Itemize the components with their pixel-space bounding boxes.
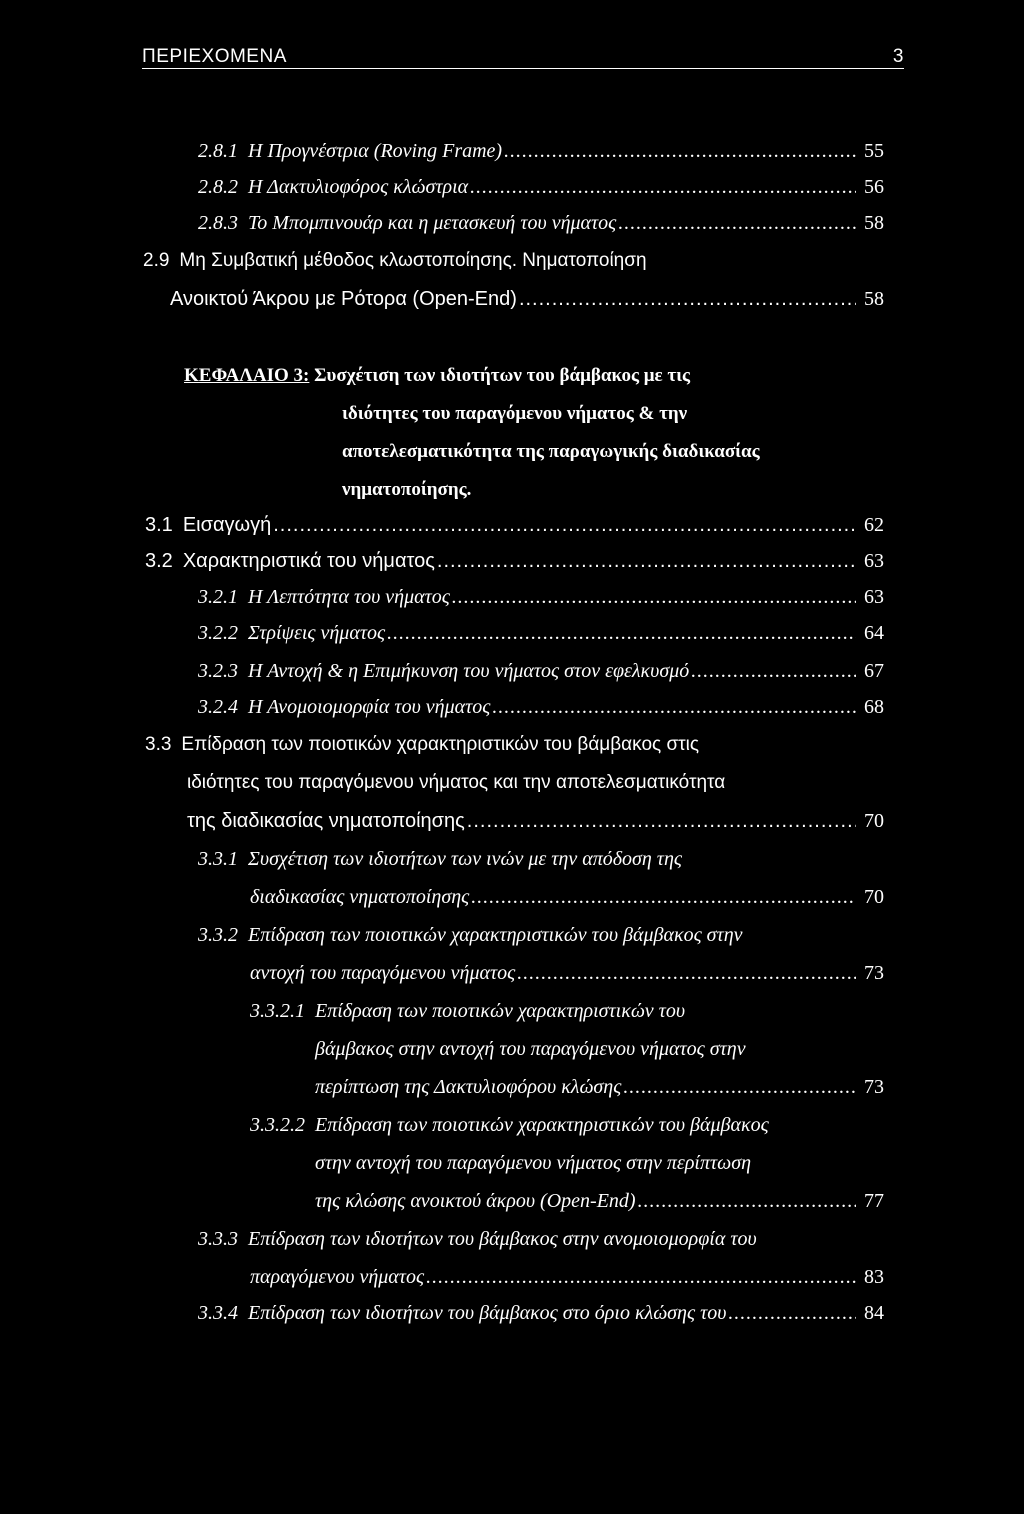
toc-entry-2-8-1[interactable] [198,136,884,166]
entry-page: 64 [864,622,884,644]
entry-page: 63 [864,586,884,608]
entry-title-line1: Μη Συμβατική μέθοδος κλωστοποίησης. Νηματοποίηση [179,250,647,271]
entry-title: Η Ανομοιομορφία του νήματος [248,696,491,718]
dot-leader [618,208,856,238]
entry-title: Η Προγνέστρια (Roving Frame) [248,140,503,162]
header-title: ΠΕΡΙΕΧΟΜΕΝΑ [142,46,287,67]
entry-number: 3.3.2 [198,924,238,946]
entry-title-line3: περίπτωση της Δακτυλιοφόρου κλώσης [315,1076,622,1098]
entry-page: 84 [864,1302,884,1324]
page-header [142,44,904,69]
entry-title: Χαρακτηριστικά του νήματος [182,550,435,572]
entry-page: 77 [864,1190,884,1212]
entry-page: 55 [864,140,884,162]
dot-leader [519,284,856,314]
dot-leader [517,958,856,988]
toc-entry-3-2-4[interactable] [198,692,884,722]
entry-page: 58 [864,212,884,234]
toc-entry-3-3-line3[interactable] [187,806,884,836]
entry-title-line1: Επίδραση των ποιοτικών χαρακτηριστικών του [315,1000,686,1022]
toc-entry-3-3-3-line1[interactable] [198,1224,757,1254]
entry-number: 3.3 [145,734,172,755]
entry-title: Εισαγωγή [182,514,272,536]
entry-page: 67 [864,660,884,682]
entry-page: 58 [864,288,884,310]
entry-title: Η Λεπτότητα του νήματος [248,586,450,608]
toc-entry-3-2-1[interactable] [198,582,884,612]
dot-leader [471,882,856,912]
entry-title-line2: διαδικασίας νηματοποίησης [250,886,470,908]
toc-entry-3-3-2-2-line2: στην αντοχή του παραγόμενου νήματος στην περίπτωση [315,1152,752,1174]
entry-page: 63 [864,550,884,572]
entry-title-line1: Επίδραση των ποιοτικών χαρακτηριστικών του βάμβακος [315,1114,769,1136]
toc-entry-3-3-line2: ιδιότητες του παραγόμενου νήματος και την αποτελεσματικότητα [187,772,726,793]
entry-title: Η Δακτυλιοφόρος κλώστρια [248,176,469,198]
entry-number: 3.3.2.2 [250,1114,305,1136]
dot-leader [273,510,856,540]
toc-entry-2-9-line2[interactable] [170,284,884,314]
toc-entry-3-2-2[interactable] [198,618,884,648]
entry-number: 2.8.1 [198,140,238,162]
toc-entry-2-8-2[interactable] [198,172,884,202]
entry-title: Το Μπομπινουάρ και η μετασκευή του νήματος [248,212,617,234]
dot-leader [728,1298,856,1328]
dot-leader [470,172,856,202]
entry-title-line3: της διαδικασίας νηματοποίησης [187,810,465,832]
chapter-label: ΚΕΦΑΛΑΙΟ 3: [184,365,310,386]
toc-entry-3-3-2-line1[interactable] [198,920,743,950]
entry-number: 2.8.2 [198,176,238,198]
chapter-3-heading [184,361,690,391]
entry-number: 3.2.3 [198,660,238,682]
toc-entry-3-3-2-2-line1[interactable] [250,1110,769,1140]
entry-number: 3.2.2 [198,622,238,644]
toc-entry-3-2[interactable] [145,546,884,576]
chapter-title-line1: Συσχέτιση των ιδιοτήτων του βάμβακος με τις [314,365,691,386]
dot-leader [504,136,856,166]
entry-title-line1: Επίδραση των ποιοτικών χαρακτηριστικών του βάμβακος στην [248,924,743,946]
toc-entry-3-3-2-1-line3[interactable] [315,1072,884,1102]
dot-leader [638,1186,856,1216]
toc-entry-3-3-4[interactable] [198,1298,884,1328]
entry-number: 3.2 [145,550,173,572]
entry-title-line1: Συσχέτιση των ιδιοτήτων των ινών με την απόδοση της [248,848,683,870]
entry-title: Η Αντοχή & η Επιμήκυνση του νήματος στον εφελκυσμό [248,660,690,682]
entry-title-line3: της κλώσης ανοικτού άκρου (Open-End) [315,1190,636,1212]
toc-entry-3-2-3[interactable] [198,656,884,686]
entry-page: 70 [864,886,884,908]
entry-title: Επίδραση των ιδιοτήτων του βάμβακος στο όριο κλώσης του [248,1302,727,1324]
entry-title: Στρίψεις νήματος [248,622,386,644]
entry-number: 3.1 [145,514,173,536]
dot-leader [492,692,856,722]
toc-entry-2-8-3[interactable] [198,208,884,238]
entry-page: 73 [864,962,884,984]
entry-title-line1: Επίδραση των ποιοτικών χαρακτηριστικών του βάμβακος στις [181,734,700,755]
entry-title-line2: παραγόμενου νήματος [250,1266,425,1288]
dot-leader [467,806,856,836]
entry-number: 3.3.2.1 [250,1000,305,1022]
entry-number: 3.2.4 [198,696,238,718]
entry-number: 3.3.1 [198,848,238,870]
entry-page: 70 [864,810,884,832]
chapter-title-line3: αποτελεσματικότητα της παραγωγικής διαδικασίας [342,441,760,462]
chapter-title-line4: νηματοποίησης. [342,479,472,500]
entry-page: 56 [864,176,884,198]
entry-number: 3.2.1 [198,586,238,608]
entry-page: 73 [864,1076,884,1098]
toc-entry-3-3-2-1-line1[interactable] [250,996,685,1026]
dot-leader [623,1072,856,1102]
dot-leader [387,618,856,648]
toc-entry-3-3-2-2-line3[interactable] [315,1186,884,1216]
entry-number: 2.9 [143,250,170,271]
toc-entry-3-3-3-line2[interactable] [250,1262,884,1292]
toc-entry-3-1[interactable] [145,510,884,540]
dot-leader [437,546,856,576]
toc-entry-3-3-2-1-line2: βάμβακος στην αντοχή του παραγόμενου νήματος στην [315,1038,746,1060]
toc-entry-3-3-1-line1[interactable] [198,844,682,874]
toc-entry-3-3-line1[interactable] [145,730,699,760]
toc-entry-3-3-1-line2[interactable] [250,882,884,912]
entry-number: 3.3.4 [198,1302,238,1324]
entry-title-line1: Επίδραση των ιδιοτήτων του βάμβακος στην ανομοιομορφία του [248,1228,757,1250]
entry-page: 83 [864,1266,884,1288]
dot-leader [452,582,856,612]
dot-leader [426,1262,856,1292]
entry-number: 3.3.3 [198,1228,238,1250]
entry-page: 68 [864,696,884,718]
toc-entry-2-9-line1[interactable] [143,246,647,276]
dot-leader [691,656,856,686]
entry-title-line2: αντοχή του παραγόμενου νήματος [250,962,516,984]
toc-entry-3-3-2-line2[interactable] [250,958,884,988]
entry-number: 2.8.3 [198,212,238,234]
entry-page: 62 [864,514,884,536]
header-page-number: 3 [892,46,904,67]
chapter-title-line2: ιδιότητες του παραγόμενου νήματος & την [342,403,688,424]
entry-title-line2: Ανοικτού Άκρου με Ρότορα (Open-End) [170,288,517,310]
